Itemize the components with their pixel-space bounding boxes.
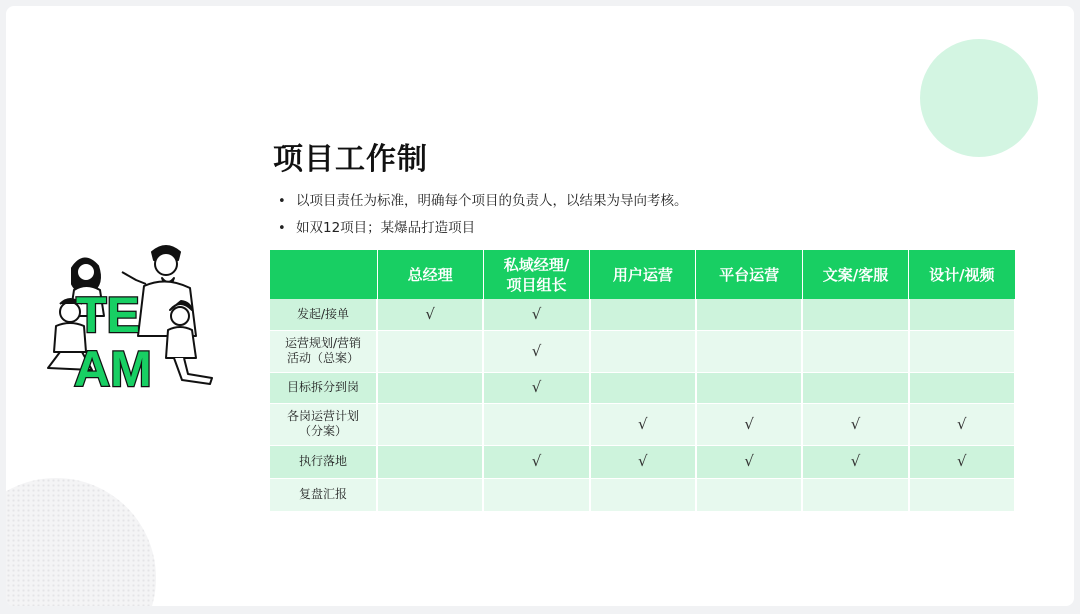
table-row xyxy=(270,478,1015,511)
row-label xyxy=(270,330,377,372)
row-label xyxy=(270,299,377,330)
slide xyxy=(6,6,1074,606)
table-header-row xyxy=(270,250,1015,299)
row-label xyxy=(270,478,377,511)
row-label-text: 各岗运营计划 xyxy=(286,409,359,423)
decorative-circle-green xyxy=(920,39,1038,157)
row-label xyxy=(270,445,377,478)
team-text-line1: TE xyxy=(76,287,140,343)
header-text: 私域经理/ xyxy=(503,255,570,274)
checkmark-cell: √ xyxy=(483,299,589,330)
row-label xyxy=(270,372,377,403)
header-text: 总经理 xyxy=(407,265,453,284)
empty-cell xyxy=(590,372,696,403)
empty-cell xyxy=(696,299,802,330)
table-header-cell xyxy=(590,250,696,299)
empty-cell xyxy=(590,478,696,511)
bullet-dot-icon: • xyxy=(278,221,286,236)
row-label-text: 目标拆分到岗 xyxy=(286,380,359,394)
empty-cell xyxy=(909,478,1015,511)
table-row xyxy=(270,403,1015,445)
row-label-text: 复盘汇报 xyxy=(298,487,347,501)
empty-cell xyxy=(377,330,483,372)
header-text: 文案/客服 xyxy=(822,265,889,284)
slide-title: 项目工作制 xyxy=(273,142,428,177)
checkmark-cell: √ xyxy=(590,445,696,478)
row-label-text: 运营规划/营销 xyxy=(284,336,362,350)
empty-cell xyxy=(909,299,1015,330)
bullet-text: 如双12项目；某爆品打造项目 xyxy=(296,220,476,236)
empty-cell xyxy=(909,330,1015,372)
checkmark-cell: √ xyxy=(483,372,589,403)
bullet-item xyxy=(274,220,688,247)
table-header-cell xyxy=(483,250,589,299)
checkmark-cell: √ xyxy=(590,403,696,445)
empty-cell xyxy=(802,372,908,403)
empty-cell xyxy=(377,478,483,511)
empty-cell xyxy=(590,299,696,330)
empty-cell xyxy=(696,372,802,403)
table-row xyxy=(270,330,1015,372)
header-text: 项目组长 xyxy=(506,275,567,294)
empty-cell xyxy=(802,478,908,511)
row-label-text: （分案） xyxy=(298,424,347,438)
table-body xyxy=(270,299,1015,511)
table-row xyxy=(270,372,1015,403)
header-text: 平台运营 xyxy=(719,265,780,284)
empty-cell xyxy=(909,372,1015,403)
empty-cell xyxy=(377,372,483,403)
row-label-text: 发起/接单 xyxy=(296,306,350,321)
table-header-cell xyxy=(909,250,1015,299)
bullet-item xyxy=(274,193,688,220)
table-header-cell xyxy=(377,250,483,299)
empty-cell xyxy=(802,330,908,372)
empty-cell xyxy=(802,299,908,330)
row-label-text: 执行落地 xyxy=(298,454,347,468)
checkmark-cell: √ xyxy=(377,299,483,330)
empty-cell xyxy=(696,478,802,511)
bullet-text: 以项目责任为标准，明确每个项目的负责人，以结果为导向考核。 xyxy=(296,193,688,209)
header-text: 用户运营 xyxy=(612,265,673,284)
checkmark-cell: √ xyxy=(483,330,589,372)
empty-cell xyxy=(696,330,802,372)
row-label xyxy=(270,403,377,445)
table-row xyxy=(270,299,1015,330)
header-text: 设计/视频 xyxy=(929,265,995,284)
checkmark-cell: √ xyxy=(696,445,802,478)
decorative-circle-grey xyxy=(6,478,156,606)
table-row xyxy=(270,445,1015,478)
checkmark-cell: √ xyxy=(909,445,1015,478)
empty-cell xyxy=(483,403,589,445)
checkmark-cell: √ xyxy=(802,445,908,478)
table-header-cell xyxy=(802,250,908,299)
bullet-list xyxy=(274,193,688,247)
checkmark-cell: √ xyxy=(696,403,802,445)
empty-cell xyxy=(377,403,483,445)
checkmark-cell: √ xyxy=(483,445,589,478)
checkmark-cell: √ xyxy=(802,403,908,445)
table-header-corner xyxy=(270,250,377,299)
bullet-dot-icon: • xyxy=(278,194,286,209)
table-header-cell xyxy=(696,250,802,299)
responsibility-table xyxy=(270,250,1016,512)
empty-cell xyxy=(483,478,589,511)
empty-cell xyxy=(590,330,696,372)
empty-cell xyxy=(377,445,483,478)
row-label-text: 活动（总案） xyxy=(286,351,359,365)
team-text-line2: AM xyxy=(74,341,152,397)
team-illustration xyxy=(34,238,224,398)
checkmark-cell: √ xyxy=(909,403,1015,445)
